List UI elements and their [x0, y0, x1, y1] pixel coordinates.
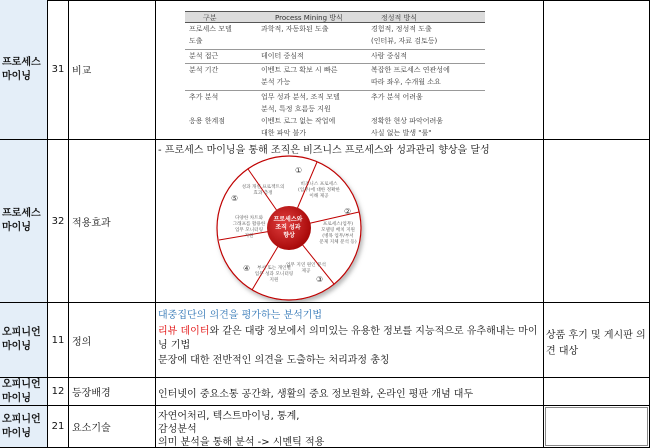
row-number: 12 [51, 386, 65, 397]
row-number: 32 [51, 215, 65, 227]
number-cell [48, 0, 69, 140]
category-cell [0, 0, 48, 140]
category-label: 오피니언 마이닝 [2, 413, 41, 439]
category-cell [0, 303, 48, 378]
center-line: 향상 [283, 232, 295, 239]
row-title: 적용효과 [72, 217, 111, 229]
title-cell [69, 406, 156, 448]
segment-text: 업무 지연 원인 분석 [286, 263, 326, 268]
element-line: 의미 분석을 통해 분석 -> 시멘틱 적용 [158, 437, 325, 448]
row-title: 비교 [72, 66, 92, 77]
category-label: 프로세스 마이닝 [2, 208, 41, 233]
content-cell [156, 303, 544, 378]
cmp-value: 데이터 중심적 [261, 52, 304, 60]
header-process-mining: Process Mining 방식 [275, 14, 343, 22]
title-cell [69, 0, 156, 140]
cmp-value: 복잡한 프로세스 연관성에 [371, 66, 450, 74]
content-cell [156, 140, 544, 303]
cmp-value [371, 103, 443, 115]
header-category: 구분 [203, 14, 217, 22]
effect-intro: - 프로세스 마이닝을 통해 조직은 비즈니스 프로세스와 성과관리 향상을 달성 [158, 145, 490, 156]
segment-text: 그래프를 활용한 [232, 222, 266, 227]
cmp-value: 과학적, 자동화된 도출 [261, 25, 329, 33]
number-cell [48, 406, 69, 448]
cmp-value: (인터뷰, 자료 검토등) [371, 37, 438, 45]
segment-text: 문제 지체 분석 등) [319, 240, 357, 245]
segment-text: 프로세스(업무) [322, 222, 354, 227]
extra-cell [544, 378, 650, 406]
segment-text: 제공 [301, 269, 311, 274]
cmp-value: 분석, 특정 흐름등 지원 [261, 105, 331, 113]
comparison-row [185, 64, 485, 91]
row-number: 11 [51, 334, 65, 346]
cmp-key: 응용 한계점 [189, 117, 226, 125]
extra-cell [544, 0, 650, 140]
header-qualitative: 정성적 방식 [381, 14, 418, 22]
row-title: 등장배경 [72, 388, 111, 399]
element-line: 자연어처리, 텍스트마이닝, 통계, [158, 411, 300, 422]
comparison-row [185, 23, 485, 50]
definition-highlight: 리뷰 데이터 [158, 326, 210, 337]
row-number: 31 [51, 64, 65, 75]
comparison-row [185, 91, 485, 140]
number-cell [48, 378, 69, 406]
cmp-value: 분석 가능 [261, 78, 291, 86]
cmp-key: 추가 분석 [189, 93, 219, 101]
selected-cell-outline[interactable] [545, 407, 648, 446]
segment-number: ④ [243, 264, 251, 273]
cmp-value: 대한 파악 불가 [261, 129, 307, 137]
side-note: 견 대상 [546, 346, 579, 357]
center-line: 프로세스와 [273, 216, 303, 223]
title-cell [69, 378, 156, 406]
segment-text: 다양한 차트와 [234, 216, 264, 221]
extra-cell [544, 303, 650, 378]
cmp-value: 경험적, 정성적 도출 [371, 25, 432, 33]
segment-text: 부서 또는 개인별 [257, 266, 291, 271]
segment-text: 모델링 배치 지원 [321, 228, 355, 233]
content-cell [156, 406, 544, 448]
definition-heading: 대중집단의 의견을 평가하는 분석기법 [158, 310, 323, 321]
number-cell [48, 303, 69, 378]
category-label: 프로세스 마이닝 [2, 56, 41, 82]
extra-cell [544, 140, 650, 303]
segment-text: 이해 제공 [309, 194, 329, 199]
segment-text: (업무)에 대한 정확한 [297, 188, 341, 193]
number-cell [48, 140, 69, 303]
segment-number: ② [344, 207, 352, 216]
content-cell [156, 0, 544, 140]
segment-text: 효과 측정 [253, 191, 273, 196]
row-title: 요소기술 [72, 423, 111, 434]
segment-text: 성과 개선 프로젝트의 [241, 185, 285, 190]
process-mining-effect-diagram [156, 154, 544, 302]
cmp-key: 도출 [189, 37, 203, 45]
category-cell [0, 406, 48, 448]
row-number: 21 [51, 421, 65, 432]
category-cell [0, 140, 48, 303]
cmp-value: 이벤트 로그 없는 작업에 [261, 117, 336, 125]
title-cell [69, 303, 156, 378]
comparison-header [185, 11, 485, 23]
title-cell [69, 140, 156, 303]
cmp-value: 업무 성과 분석, 조직 모델 [261, 93, 340, 101]
center-line: 조직 성과 [275, 224, 301, 231]
definition-line: 닝 기법 [158, 340, 191, 351]
comparison-table [185, 11, 485, 140]
cmp-key [189, 103, 225, 115]
segment-number: ⑤ [231, 194, 239, 203]
cmp-key: 프로세스 모델 [189, 25, 232, 33]
extra-cell [544, 406, 650, 448]
cmp-value: 추가 분석 어려움 [371, 93, 423, 101]
segment-number: ③ [316, 275, 324, 284]
category-label: 오피니언 마이닝 [2, 378, 41, 404]
cmp-key: 분석 접근 [189, 52, 219, 60]
segment-text: 업무 모니터링 [234, 228, 264, 233]
side-note: 상품 후기 및 게시판 의 [546, 330, 646, 341]
segment-text: 비즈니스 프로세스 [300, 182, 338, 187]
cmp-value: 정확한 현상 파악어려움 [371, 117, 444, 125]
segment-text: (병목 업무/부서 [322, 234, 354, 239]
segment-number: ① [295, 166, 303, 175]
cmp-value: 사람 중심적 [371, 52, 408, 60]
definition-line [158, 322, 538, 337]
svg-text:프로세스(업무)모델링 배치 지원(병목 업무/부서문제 지 [319, 220, 356, 245]
cmp-key: 분석 기간 [189, 66, 219, 74]
definition-line: 문장에 대한 전반적인 의견을 도출하는 처리과정 총칭 [158, 355, 390, 366]
segment-text: 지원 [269, 278, 279, 283]
category-cell [0, 378, 48, 406]
element-line: 감성분석 [158, 424, 197, 435]
cmp-value: 이벤트 로그 확보 시 빠른 [261, 66, 338, 74]
background-text: 인터넷이 중요소통 공간화, 생활의 중요 정보원화, 온라인 평판 개념 대두 [158, 389, 474, 400]
segment-text: 지원 [244, 234, 254, 239]
category-label: 오피니언 마이닝 [2, 327, 41, 352]
row-title: 정의 [72, 336, 92, 348]
content-cell [156, 378, 544, 406]
comparison-row [185, 50, 485, 64]
definition-text: 와 같은 대량 정보에서 의미있는 유용한 정보를 지능적으로 유추해내는 마이 [209, 326, 538, 337]
cmp-value: 따라 좌우, 수개월 소요 [371, 78, 441, 86]
segment-text: 업무 성과 모니터링 [254, 272, 294, 277]
cmp-value: 사실 없는 발생 "룰" [371, 129, 432, 137]
